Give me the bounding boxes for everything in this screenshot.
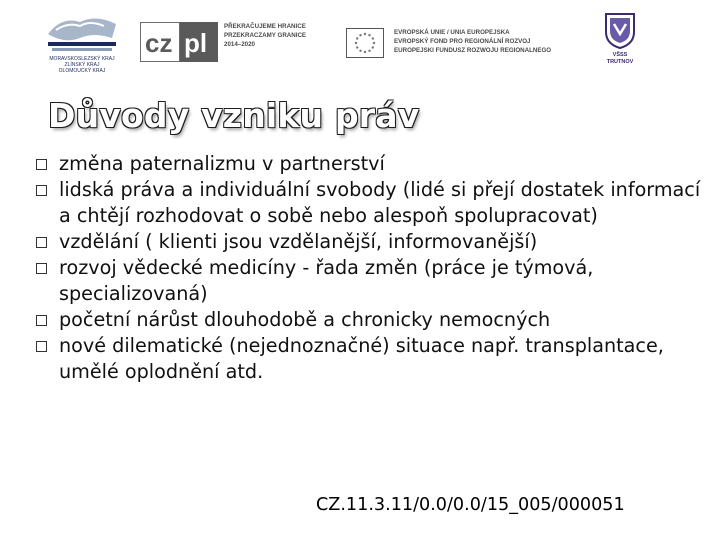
eu-line-2: EVROPSKÝ FOND PRO REGIONÁLNÍ ROZVOJ bbox=[394, 38, 531, 45]
bullet-box-icon bbox=[36, 185, 47, 196]
region-logo bbox=[42, 8, 122, 76]
bullet-box-icon bbox=[36, 237, 47, 248]
school-line-1: VŠSS bbox=[612, 52, 628, 58]
bullet-text: lidská práva a individuální svobody (lidé si přejí dostatek informací a chtějí rozhodovat o sobě nebo alespoň spolupracovat) bbox=[59, 178, 701, 227]
region-line-2: ZLÍNSKÝ KRAJ bbox=[64, 62, 100, 68]
region-line-3: OLOMOUCKÝ KRAJ bbox=[58, 68, 106, 74]
list-item bbox=[36, 151, 716, 177]
czpl-logo bbox=[140, 18, 320, 68]
czpl-mark-pl: pl bbox=[184, 28, 208, 58]
czpl-logo-text bbox=[224, 22, 324, 49]
eu-line-3: EUROPEJSKI FUNDUSZ ROZWOJU REGIONALNEGO bbox=[394, 47, 552, 54]
slide-title: Důvody vzniku práv bbox=[48, 96, 420, 135]
bullet-text: vzdělání ( klienti jsou vzdělanější, informovanější) bbox=[59, 230, 538, 253]
czpl-mark-icon bbox=[140, 22, 218, 62]
eu-logo bbox=[346, 28, 586, 68]
school-line-2: TRUTNOV bbox=[606, 59, 634, 65]
czpl-line-3: 2014–2020 bbox=[224, 41, 255, 48]
region-logo-text bbox=[42, 56, 122, 74]
bullet-text: nové dilematické (nejednoznačné) situace např. transplantace, umělé oplodnění atd. bbox=[59, 334, 664, 383]
czpl-mark-cz: cz bbox=[145, 28, 173, 58]
logo-bar bbox=[0, 0, 720, 80]
bullet-text: změna paternalizmu v partnerství bbox=[59, 152, 385, 175]
eu-line-1: EVROPSKÁ UNIE / UNIA EUROPEJSKA bbox=[394, 29, 510, 36]
bullet-box-icon bbox=[36, 263, 47, 274]
eu-logo-text bbox=[394, 28, 594, 55]
bullet-box-icon bbox=[36, 341, 47, 352]
list-item bbox=[36, 177, 716, 229]
czpl-line-2: PRZEKRACZAMY GRANICE bbox=[224, 32, 307, 39]
list-item bbox=[36, 307, 716, 333]
school-logo-text bbox=[594, 52, 646, 66]
school-crest-icon bbox=[600, 10, 640, 50]
list-item bbox=[36, 333, 716, 385]
bullet-box-icon bbox=[36, 315, 47, 326]
eu-flag-icon bbox=[346, 28, 384, 58]
bullet-list bbox=[36, 151, 716, 385]
bullet-box-icon bbox=[36, 159, 47, 170]
list-item bbox=[36, 229, 716, 255]
czpl-line-1: PŘEKRAČUJEME HRANICE bbox=[224, 23, 306, 30]
region-line-1: MORAVSKOSLEZSKÝ KRAJ bbox=[49, 56, 115, 62]
list-item bbox=[36, 255, 716, 307]
bullet-text: početní nárůst dlouhodobě a chronicky nemocných bbox=[59, 308, 551, 331]
school-logo bbox=[600, 10, 640, 72]
project-code: CZ.11.3.11/0.0/0.0/15_005/000051 bbox=[316, 495, 625, 515]
region-map-icon bbox=[42, 8, 122, 56]
bullet-text: rozvoj vědecké medicíny - řada změn (práce je týmová, specializovaná) bbox=[59, 256, 594, 305]
